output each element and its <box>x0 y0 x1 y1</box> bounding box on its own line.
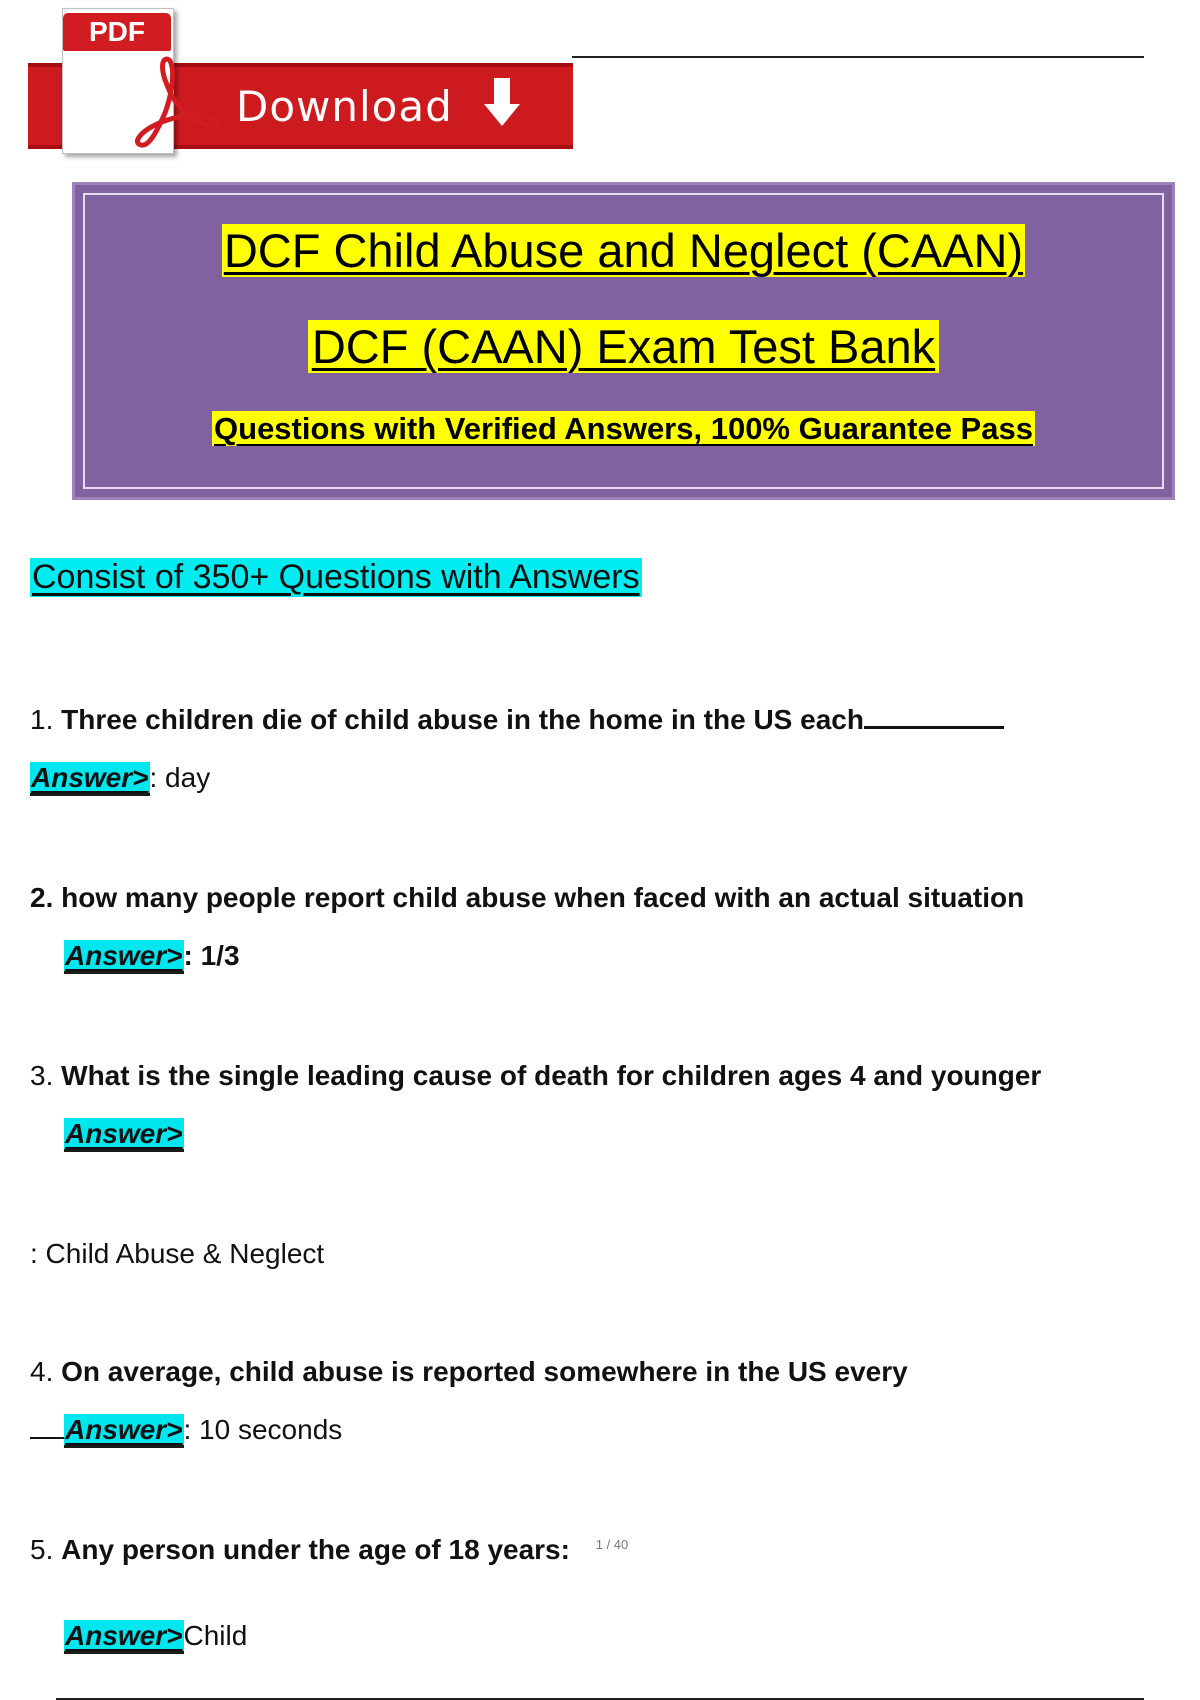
answer-lead-rule <box>30 1437 64 1439</box>
answer-label: Answer> <box>64 1414 184 1448</box>
question-text: how many people report child abuse when faced with an actual situation <box>61 882 1025 913</box>
question-4 <box>30 1356 908 1388</box>
answer-3-label <box>64 1118 184 1150</box>
answer-label: Answer> <box>64 1118 184 1152</box>
question-number: 1. <box>30 704 54 735</box>
question-3 <box>30 1060 1041 1092</box>
question-text: Any person under the age of 18 years: <box>61 1534 570 1565</box>
answer-value: : Child Abuse & Neglect <box>30 1238 325 1269</box>
answer-2 <box>64 940 240 972</box>
question-number: 4. <box>30 1356 54 1387</box>
answer-1 <box>30 762 210 794</box>
title-line-1 <box>75 223 1172 278</box>
answer-3-value <box>30 1238 324 1270</box>
answer-value: : day <box>149 762 211 793</box>
question-text: What is the single leading cause of death for children ages 4 and younger <box>61 1060 1042 1091</box>
document-title: DCF Child Abuse and Neglect (CAAN) <box>223 224 1024 277</box>
title-box <box>72 182 1175 500</box>
answer-blank <box>864 726 1004 729</box>
pdf-file-icon <box>62 8 174 154</box>
title-line-3 <box>75 411 1172 447</box>
answer-label: Answer> <box>64 1620 184 1654</box>
answer-value: Child <box>183 1620 248 1651</box>
question-text: On average, child abuse is reported somewhere in the US every <box>61 1356 908 1387</box>
document-subtitle: DCF (CAAN) Exam Test Bank <box>308 320 939 373</box>
document-tagline: Questions with Verified Answers, 100% Guarantee Pass <box>214 411 1033 446</box>
question-text: Three children die of child abuse in the home in the US each <box>61 704 864 735</box>
answer-value: : 1/3 <box>183 940 240 971</box>
question-1 <box>30 704 1004 736</box>
download-arrow-icon <box>482 76 522 130</box>
question-number: 2. <box>30 882 54 913</box>
pdf-download-banner[interactable] <box>28 8 573 158</box>
header-rule <box>572 56 1144 58</box>
question-number: 3. <box>30 1060 54 1091</box>
pdf-tag: PDF <box>63 13 171 51</box>
acrobat-icon <box>121 51 225 149</box>
question-number: 5. <box>30 1534 54 1565</box>
answer-label: Answer> <box>64 940 184 974</box>
title-line-2 <box>75 319 1172 374</box>
question-count-heading: Consist of 350+ Questions with Answers <box>32 558 640 596</box>
question-5 <box>30 1534 628 1566</box>
answer-value: : 10 seconds <box>183 1414 343 1445</box>
download-label[interactable]: Download <box>236 82 453 131</box>
answer-4 <box>30 1414 342 1446</box>
question-2 <box>30 882 1024 914</box>
page-indicator: 1 / 40 <box>595 1537 629 1552</box>
answer-5 <box>64 1620 247 1652</box>
answer-label: Answer> <box>30 762 150 796</box>
